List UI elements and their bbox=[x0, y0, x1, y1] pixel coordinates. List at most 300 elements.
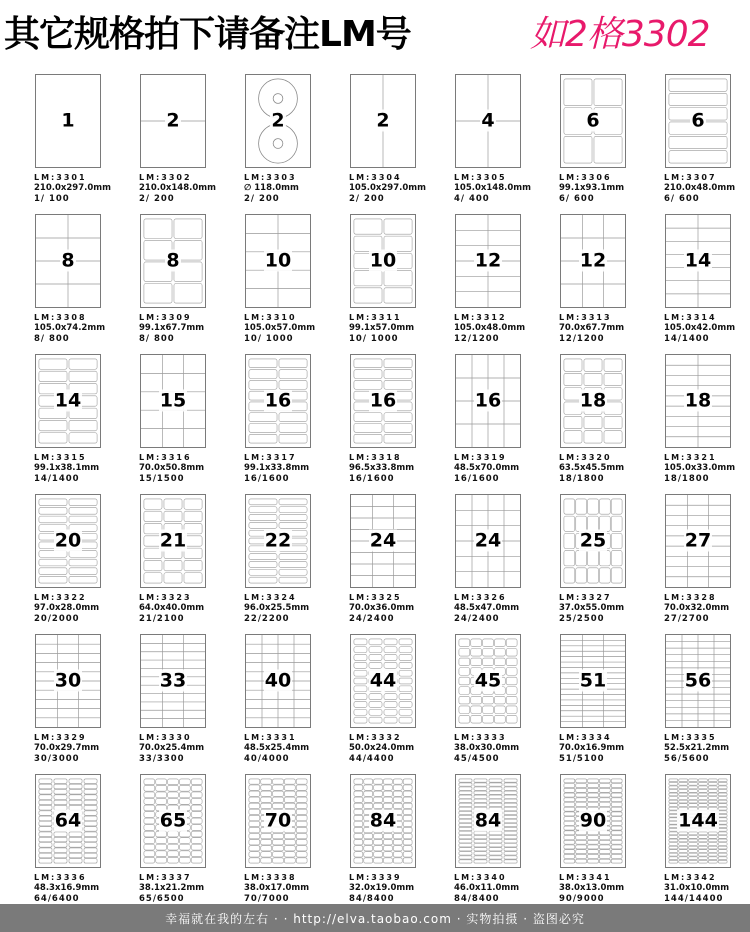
label-cell bbox=[474, 832, 487, 835]
label-cell bbox=[594, 136, 622, 163]
label-cell bbox=[588, 779, 599, 783]
label-cell bbox=[689, 786, 698, 789]
label-cell bbox=[588, 499, 599, 514]
spec-code: LM:3330 bbox=[139, 733, 192, 742]
spec-code: LM:3339 bbox=[349, 873, 402, 882]
label-cell bbox=[679, 839, 688, 842]
label-cell bbox=[564, 416, 582, 428]
label-cell bbox=[718, 832, 727, 835]
label-cell bbox=[483, 658, 494, 666]
label-cell bbox=[261, 846, 272, 851]
label-cell bbox=[54, 800, 67, 805]
spec-code: LM:3320 bbox=[559, 453, 612, 462]
spec-code: LM:3305 bbox=[454, 173, 507, 182]
label-cell bbox=[84, 790, 97, 795]
label-cell bbox=[69, 559, 97, 566]
label-cell bbox=[164, 560, 182, 570]
label-count-text: 84 bbox=[369, 809, 397, 832]
label-cell bbox=[489, 783, 502, 786]
label-cell bbox=[279, 413, 307, 422]
label-cell bbox=[279, 370, 307, 379]
label-sheet-preview bbox=[560, 634, 626, 728]
spec-info bbox=[664, 592, 750, 625]
label-cell bbox=[564, 836, 575, 840]
label-cell bbox=[168, 779, 179, 785]
label-cell bbox=[369, 647, 382, 653]
label-cell bbox=[489, 799, 502, 802]
label-cell bbox=[611, 803, 622, 807]
label-cell bbox=[384, 647, 397, 653]
label-cell bbox=[708, 846, 717, 849]
spec-card[interactable] bbox=[345, 348, 448, 488]
label-cell bbox=[483, 639, 494, 647]
label-count-text: 15 bbox=[159, 389, 187, 412]
label-cell bbox=[403, 803, 412, 808]
label-cell bbox=[403, 797, 412, 802]
label-cell bbox=[54, 853, 67, 858]
spec-card[interactable] bbox=[30, 68, 133, 208]
label-cell bbox=[354, 647, 367, 653]
label-cell bbox=[489, 860, 502, 863]
label-cell bbox=[669, 797, 678, 800]
label-cell bbox=[564, 551, 575, 566]
label-cell bbox=[69, 784, 82, 789]
label-count bbox=[351, 109, 415, 132]
label-cell bbox=[718, 793, 727, 796]
spec-info bbox=[559, 872, 661, 905]
spec-code: LM:3323 bbox=[139, 593, 192, 602]
spec-card[interactable] bbox=[555, 348, 658, 488]
spec-code: LM:3324 bbox=[244, 593, 297, 602]
label-cell bbox=[698, 786, 707, 789]
label-cell bbox=[54, 837, 67, 842]
label-cell bbox=[459, 832, 472, 835]
label-cell bbox=[564, 373, 582, 385]
label-cell bbox=[279, 569, 307, 575]
label-cell bbox=[718, 782, 727, 785]
label-cell bbox=[144, 560, 162, 570]
spec-quantity: 27/2700 bbox=[664, 614, 710, 624]
label-count bbox=[36, 809, 100, 832]
label-cell bbox=[369, 717, 382, 723]
label-cell bbox=[588, 850, 599, 854]
spec-card[interactable] bbox=[345, 68, 448, 208]
label-cell bbox=[249, 413, 277, 422]
spec-info bbox=[349, 312, 451, 345]
spec-card[interactable] bbox=[345, 628, 448, 768]
label-count-text: 65 bbox=[159, 809, 187, 832]
label-cell bbox=[489, 848, 502, 851]
spec-code: LM:3326 bbox=[454, 593, 507, 602]
label-sheet-preview bbox=[35, 214, 101, 308]
spec-info bbox=[139, 172, 241, 205]
spec-card[interactable] bbox=[135, 208, 238, 348]
spec-card[interactable] bbox=[135, 768, 238, 908]
label-cell bbox=[564, 79, 592, 106]
label-cell bbox=[459, 803, 472, 806]
label-sheet-preview bbox=[245, 214, 311, 308]
spec-card[interactable] bbox=[450, 208, 553, 348]
spec-size: 37.0x55.0mm bbox=[559, 603, 625, 613]
label-count bbox=[36, 109, 100, 132]
spec-quantity: 40/4000 bbox=[244, 754, 290, 764]
spec-quantity: 44/4400 bbox=[349, 754, 395, 764]
label-cell bbox=[249, 791, 260, 796]
label-count bbox=[456, 109, 520, 132]
label-cell bbox=[504, 856, 517, 859]
spec-card[interactable] bbox=[30, 208, 133, 348]
label-cell bbox=[54, 784, 67, 789]
label-cell bbox=[354, 779, 363, 784]
label-cell bbox=[383, 852, 392, 857]
spec-quantity: 10/ 1000 bbox=[244, 334, 294, 344]
spec-card[interactable] bbox=[660, 768, 750, 908]
label-cell bbox=[576, 850, 587, 854]
label-sheet-preview bbox=[455, 74, 521, 168]
label-count bbox=[141, 109, 205, 132]
label-cell bbox=[679, 793, 688, 796]
label-cell bbox=[296, 803, 307, 808]
label-cell bbox=[489, 795, 502, 798]
label-cell bbox=[599, 793, 610, 797]
spec-code: LM:3327 bbox=[559, 593, 612, 602]
label-cell bbox=[249, 380, 277, 389]
label-cell bbox=[708, 860, 717, 863]
label-cell bbox=[249, 359, 277, 368]
label-cell bbox=[191, 851, 202, 857]
spec-card[interactable] bbox=[240, 68, 343, 208]
label-cell bbox=[698, 793, 707, 796]
spec-code: LM:3338 bbox=[244, 873, 297, 882]
spec-card[interactable] bbox=[660, 628, 750, 768]
label-cell bbox=[689, 779, 698, 782]
label-cell bbox=[39, 508, 67, 515]
spec-card[interactable] bbox=[555, 628, 658, 768]
label-cell bbox=[611, 850, 622, 854]
spec-code: LM:3319 bbox=[454, 453, 507, 462]
spec-code: LM:3335 bbox=[664, 733, 717, 742]
label-cell bbox=[718, 836, 727, 839]
label-cell bbox=[698, 836, 707, 839]
spec-size: 70.0x32.0mm bbox=[664, 603, 730, 613]
label-cell bbox=[604, 359, 622, 371]
label-cell bbox=[393, 858, 402, 863]
label-cell bbox=[69, 576, 97, 583]
label-cell bbox=[399, 655, 412, 661]
label-cell bbox=[689, 782, 698, 785]
spec-info bbox=[34, 452, 136, 485]
label-cell bbox=[279, 515, 307, 521]
label-cell bbox=[669, 136, 727, 148]
label-cell bbox=[504, 807, 517, 810]
spec-code: LM:3309 bbox=[139, 313, 192, 322]
label-cell bbox=[156, 799, 167, 805]
label-cell bbox=[679, 797, 688, 800]
label-count-text: 4 bbox=[481, 109, 495, 132]
label-cell bbox=[604, 416, 622, 428]
spec-info bbox=[244, 592, 346, 625]
label-cell bbox=[576, 788, 587, 792]
spec-card[interactable] bbox=[450, 628, 553, 768]
label-cell bbox=[698, 832, 707, 835]
label-sheet-preview bbox=[350, 354, 416, 448]
spec-info bbox=[34, 872, 136, 905]
label-count-text: 144 bbox=[678, 809, 718, 832]
spec-quantity: 56/5600 bbox=[664, 754, 710, 764]
label-cell bbox=[393, 779, 402, 784]
spec-info bbox=[454, 872, 556, 905]
label-cell bbox=[611, 793, 622, 797]
label-cell bbox=[611, 854, 622, 858]
spec-card[interactable] bbox=[555, 208, 658, 348]
spec-code: LM:3328 bbox=[664, 593, 717, 602]
spec-card[interactable] bbox=[555, 768, 658, 908]
spec-card[interactable] bbox=[240, 348, 343, 488]
spec-card[interactable] bbox=[555, 488, 658, 628]
spec-card[interactable] bbox=[660, 68, 750, 208]
label-cell bbox=[184, 499, 202, 509]
label-cell bbox=[504, 803, 517, 806]
label-cell bbox=[471, 639, 482, 647]
label-cell bbox=[168, 792, 179, 798]
label-cell bbox=[718, 807, 727, 810]
label-count bbox=[666, 529, 730, 552]
label-sheet-preview bbox=[140, 74, 206, 168]
label-cell bbox=[144, 805, 155, 811]
label-cell bbox=[284, 834, 295, 839]
label-count-text: 18 bbox=[579, 389, 607, 412]
spec-quantity: 65/6500 bbox=[139, 894, 185, 904]
spec-info bbox=[559, 452, 661, 485]
spec-card[interactable] bbox=[345, 488, 448, 628]
spec-card[interactable] bbox=[135, 68, 238, 208]
spec-info bbox=[349, 872, 451, 905]
spec-card[interactable] bbox=[345, 768, 448, 908]
spec-card[interactable] bbox=[555, 68, 658, 208]
label-cell bbox=[393, 846, 402, 851]
label-cell bbox=[403, 846, 412, 851]
spec-size: 99.1x33.8mm bbox=[244, 463, 310, 473]
label-cell bbox=[506, 639, 517, 647]
label-cell bbox=[611, 836, 622, 840]
spec-size: 96.0x25.5mm bbox=[244, 603, 310, 613]
label-cell bbox=[279, 554, 307, 560]
label-cell bbox=[399, 709, 412, 715]
header-example: 如2格3302 bbox=[530, 14, 710, 55]
spec-quantity: 1/ 100 bbox=[34, 194, 70, 204]
label-cell bbox=[69, 795, 82, 800]
label-cell bbox=[384, 380, 412, 389]
spec-size: 52.5x21.2mm bbox=[664, 743, 730, 753]
label-cell bbox=[504, 783, 517, 786]
spec-code: LM:3301 bbox=[34, 173, 87, 182]
label-cell bbox=[84, 853, 97, 858]
label-cell bbox=[669, 860, 678, 863]
label-cell bbox=[69, 859, 82, 864]
label-cell bbox=[191, 792, 202, 798]
label-cell bbox=[296, 834, 307, 839]
label-cell bbox=[279, 434, 307, 443]
label-cell bbox=[354, 639, 367, 645]
label-cell bbox=[354, 380, 382, 389]
label-cell bbox=[708, 839, 717, 842]
spec-card[interactable] bbox=[660, 488, 750, 628]
spec-size: 70.0x25.4mm bbox=[139, 743, 205, 753]
spec-card[interactable] bbox=[240, 768, 343, 908]
label-cell bbox=[494, 706, 505, 714]
label-cell bbox=[383, 791, 392, 796]
spec-info bbox=[139, 452, 241, 485]
spec-size: 32.0x19.0mm bbox=[349, 883, 415, 893]
label-cell bbox=[708, 790, 717, 793]
spec-code: LM:3302 bbox=[139, 173, 192, 182]
spec-quantity: 24/2400 bbox=[454, 614, 500, 624]
label-cell bbox=[459, 696, 470, 704]
label-cell bbox=[494, 639, 505, 647]
label-cell bbox=[179, 857, 190, 863]
label-cell bbox=[374, 803, 383, 808]
label-sheet-preview bbox=[140, 634, 206, 728]
label-cell bbox=[354, 370, 382, 379]
spec-info bbox=[559, 172, 661, 205]
label-cell bbox=[679, 846, 688, 849]
label-cell bbox=[354, 655, 367, 661]
label-cell bbox=[471, 706, 482, 714]
spec-card[interactable] bbox=[135, 628, 238, 768]
label-cell bbox=[354, 803, 363, 808]
label-cell bbox=[599, 551, 610, 566]
spec-card[interactable] bbox=[30, 768, 133, 908]
label-cell bbox=[588, 836, 599, 840]
label-cell bbox=[679, 860, 688, 863]
spec-card[interactable] bbox=[30, 348, 133, 488]
label-cell bbox=[144, 851, 155, 857]
spec-card[interactable] bbox=[135, 488, 238, 628]
spec-code: LM:3342 bbox=[664, 873, 717, 882]
label-cell bbox=[364, 840, 373, 845]
label-cell bbox=[604, 431, 622, 443]
spec-size: 210.0x48.0mm bbox=[664, 183, 736, 193]
label-cell bbox=[689, 800, 698, 803]
spec-card[interactable] bbox=[135, 348, 238, 488]
spec-card[interactable] bbox=[450, 768, 553, 908]
label-cell bbox=[354, 424, 382, 433]
label-cell bbox=[459, 848, 472, 851]
label-cell bbox=[564, 854, 575, 858]
spec-card[interactable] bbox=[450, 488, 553, 628]
label-sheet-preview bbox=[245, 494, 311, 588]
label-cell bbox=[144, 779, 155, 785]
label-cell bbox=[564, 431, 582, 443]
label-cell bbox=[279, 359, 307, 368]
spec-quantity: 2/ 200 bbox=[349, 194, 385, 204]
label-cell bbox=[69, 420, 97, 430]
spec-card[interactable] bbox=[345, 208, 448, 348]
label-cell bbox=[474, 799, 487, 802]
label-cell bbox=[698, 782, 707, 785]
label-count-text: 90 bbox=[579, 809, 607, 832]
spec-code: LM:3314 bbox=[664, 313, 717, 322]
label-cell bbox=[374, 797, 383, 802]
spec-size: 105.0x148.0mm bbox=[454, 183, 531, 193]
label-cell bbox=[708, 850, 717, 853]
label-cell bbox=[679, 786, 688, 789]
spec-size: 210.0x297.0mm bbox=[34, 183, 111, 193]
spec-card[interactable] bbox=[240, 208, 343, 348]
label-cell bbox=[576, 845, 587, 849]
label-cell bbox=[249, 785, 260, 790]
label-cell bbox=[708, 836, 717, 839]
label-cell bbox=[69, 832, 82, 837]
spec-size: 96.5x33.8mm bbox=[349, 463, 415, 473]
spec-card[interactable] bbox=[30, 628, 133, 768]
label-count-text: 30 bbox=[54, 669, 82, 692]
label-cell bbox=[718, 860, 727, 863]
label-cell bbox=[483, 648, 494, 656]
label-cell bbox=[669, 857, 678, 860]
label-cell bbox=[384, 717, 397, 723]
label-sheet-preview bbox=[350, 634, 416, 728]
label-cell bbox=[384, 694, 397, 700]
label-cell bbox=[689, 846, 698, 849]
label-count-text: 10 bbox=[369, 249, 397, 272]
label-cell bbox=[249, 522, 277, 528]
label-cell bbox=[679, 779, 688, 782]
label-cell bbox=[599, 788, 610, 792]
label-cell bbox=[576, 784, 587, 788]
spec-card[interactable] bbox=[30, 488, 133, 628]
label-cell bbox=[84, 832, 97, 837]
label-sheet-preview bbox=[560, 494, 626, 588]
spec-card[interactable] bbox=[240, 488, 343, 628]
spec-card[interactable] bbox=[660, 208, 750, 348]
label-count-text: 33 bbox=[159, 669, 187, 692]
label-cell bbox=[39, 832, 52, 837]
spec-quantity: 144/14400 bbox=[664, 894, 724, 904]
spec-card[interactable] bbox=[660, 348, 750, 488]
label-cell bbox=[84, 848, 97, 853]
label-cell bbox=[504, 844, 517, 847]
spec-card[interactable] bbox=[450, 348, 553, 488]
label-cell bbox=[168, 831, 179, 837]
label-cell bbox=[383, 779, 392, 784]
label-count-text: 14 bbox=[54, 389, 82, 412]
label-count-text: 24 bbox=[369, 529, 397, 552]
label-cell bbox=[279, 577, 307, 583]
label-cell bbox=[669, 850, 678, 853]
label-cell bbox=[588, 793, 599, 797]
label-count-text: 25 bbox=[579, 529, 607, 552]
label-cell bbox=[689, 853, 698, 856]
label-cell bbox=[669, 804, 678, 807]
label-cell bbox=[174, 284, 202, 304]
label-count-text: 12 bbox=[474, 249, 502, 272]
label-cell bbox=[369, 702, 382, 708]
label-cell bbox=[584, 359, 602, 371]
label-cell bbox=[84, 784, 97, 789]
label-cell bbox=[588, 840, 599, 844]
spec-quantity: 12/1200 bbox=[559, 334, 605, 344]
spec-card[interactable] bbox=[240, 628, 343, 768]
label-cell bbox=[506, 706, 517, 714]
label-cell bbox=[191, 785, 202, 791]
label-cell bbox=[459, 852, 472, 855]
label-cell bbox=[393, 791, 402, 796]
label-cell bbox=[279, 499, 307, 505]
spec-card[interactable] bbox=[450, 68, 553, 208]
label-cell bbox=[564, 845, 575, 849]
spec-quantity: 16/1600 bbox=[454, 474, 500, 484]
